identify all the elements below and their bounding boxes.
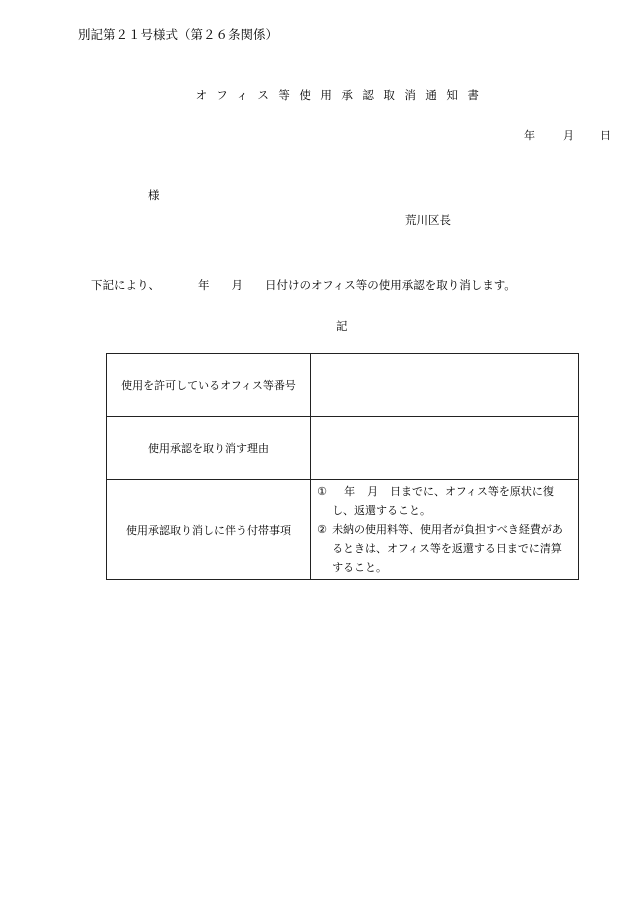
row-label-reason: 使用承認を取り消す理由: [107, 417, 311, 480]
body-sentence: [91, 277, 516, 293]
item1-mark: ①: [317, 485, 327, 498]
issuer-name: 荒川区長: [405, 213, 451, 227]
table-row: [107, 480, 579, 580]
date-day: 日: [600, 129, 611, 142]
row-label-office-number: 使用を許可しているオフィス等番号: [107, 354, 311, 417]
item1-month: 月: [367, 485, 379, 498]
item2-text: 未納の使用料等、使用者が負担すべき経費があるときは、オフィス等を返還する日までに清算すること。: [332, 523, 563, 574]
body-month: 月: [231, 278, 243, 292]
item1-text: 日までに、オフィス等を原状に復し、返還すること。: [332, 485, 554, 517]
item2-mark: ②: [317, 523, 327, 536]
body-suffix: 日付けのオフィス等の使用承認を取り消します。: [265, 278, 516, 292]
document-title: オフィス等使用承認取消通知書: [195, 88, 489, 102]
row-label-conditions: 使用承認取り消しに伴う付帯事項: [107, 480, 311, 580]
condition-item-2: [317, 520, 572, 577]
details-table: [106, 353, 579, 580]
item1-year: 年: [344, 485, 356, 498]
conditions-value: [311, 480, 579, 580]
office-number-value: [311, 354, 579, 417]
form-number: 別記第２１号様式（第２６条関係）: [78, 27, 279, 42]
body-year: 年: [198, 278, 210, 292]
body-prefix: 下記により、: [91, 278, 160, 292]
date-year: 年: [524, 129, 535, 142]
condition-item-1: [317, 482, 572, 520]
addressee-suffix: 様: [148, 188, 160, 202]
table-row: [107, 417, 579, 480]
date-month: 月: [563, 129, 574, 142]
reason-value: [311, 417, 579, 480]
ki-heading: 記: [336, 319, 348, 333]
issue-date: [524, 127, 611, 143]
table-row: [107, 354, 579, 417]
